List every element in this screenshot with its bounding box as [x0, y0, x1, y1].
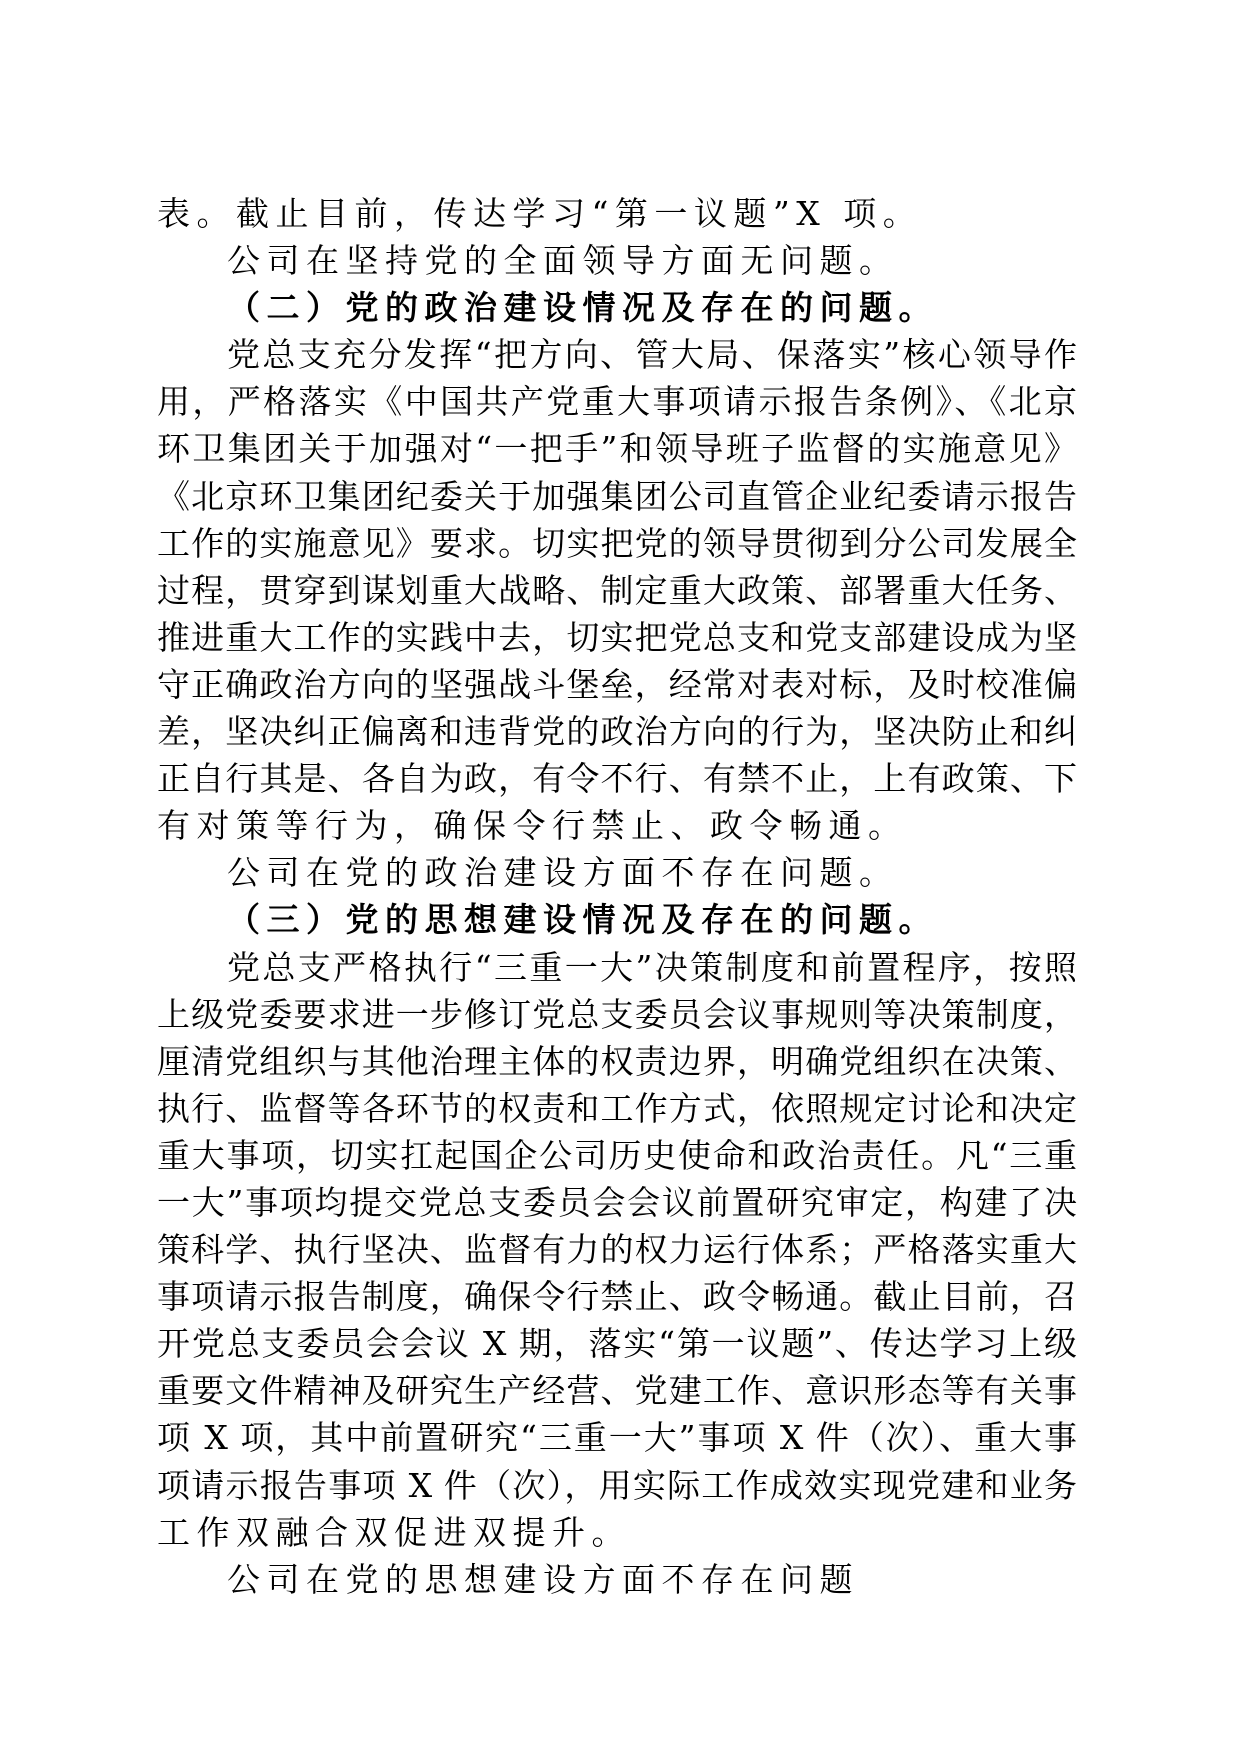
paragraph-line: 事项请示报告制度，确保令行禁止、政令畅通。截止目前，召	[157, 1277, 1077, 1317]
paragraph-line: 项请示报告事项 X 件（次），用实际工作成效实现党建和业务	[157, 1465, 1077, 1505]
paragraph-line: 守正确政治方向的坚强战斗堡垒，经常对表对标，及时校准偏	[157, 664, 1077, 704]
paragraph-line: 一大”事项均提交党总支委员会会议前置研究审定，构建了决	[157, 1182, 1077, 1222]
conclusion-line: 公司在党的思想建设方面不存在问题	[227, 1559, 859, 1599]
paragraph-line: 《北京环卫集团纪委关于加强集团公司直管企业纪委请示报告	[157, 476, 1077, 516]
section-heading: （三）党的思想建设情况及存在的问题。	[227, 900, 938, 940]
paragraph-line: 推进重大工作的实践中去，切实把党总支和党支部建设成为坚	[157, 617, 1077, 657]
paragraph-line: 环卫集团关于加强对“一把手”和领导班子监督的实施意见》	[157, 429, 1077, 469]
paragraph-line: 厘清党组织与其他治理主体的权责边界，明确党组织在决策、	[157, 1041, 1077, 1081]
paragraph-line: 党总支充分发挥“把方向、管大局、保落实”核心领导作	[227, 335, 1077, 375]
section-heading: （二）党的政治建设情况及存在的问题。	[227, 288, 938, 328]
paragraph-line: 策科学、执行坚决、监督有力的权力运行体系；严格落实重大	[157, 1230, 1077, 1270]
paragraph-line: 重要文件精神及研究生产经营、党建工作、意识形态等有关事	[157, 1371, 1077, 1411]
paragraph-line: 开党总支委员会会议 X 期，落实“第一议题”、传达学习上级	[157, 1324, 1077, 1364]
text-line: 表。截止目前，传达学习“第一议题”X 项。	[157, 194, 923, 233]
paragraph-line: 正自行其是、各自为政，有令不行、有禁不止，上有政策、下	[157, 759, 1077, 799]
paragraph-line: 工作双融合双促进双提升。	[157, 1512, 631, 1552]
document-page	[157, 190, 1077, 1603]
conclusion-line: 公司在坚持党的全面领导方面无问题。	[227, 241, 899, 281]
paragraph-line: 党总支严格执行“三重一大”决策制度和前置程序，按照	[227, 947, 1077, 987]
paragraph-line: 工作的实施意见》要求。切实把党的领导贯彻到分公司发展全	[157, 523, 1077, 563]
paragraph-line: 过程，贯穿到谋划重大战略、制定重大政策、部署重大任务、	[157, 570, 1077, 610]
paragraph-line: 用，严格落实《中国共产党重大事项请示报告条例》、《北京	[157, 382, 1077, 422]
conclusion-line: 公司在党的政治建设方面不存在问题。	[227, 853, 899, 893]
paragraph-line: 项 X 项，其中前置研究“三重一大”事项 X 件（次）、重大事	[157, 1418, 1077, 1458]
paragraph-line: 执行、监督等各环节的权责和工作方式，依照规定讨论和决定	[157, 1088, 1077, 1128]
paragraph-line: 有对策等行为，确保令行禁止、政令畅通。	[157, 806, 908, 846]
paragraph-line: 上级党委要求进一步修订党总支委员会议事规则等决策制度，	[157, 994, 1077, 1034]
paragraph-line: 差，坚决纠正偏离和违背党的政治方向的行为，坚决防止和纠	[157, 712, 1077, 752]
paragraph-line: 重大事项，切实扛起国企公司历史使命和政治责任。凡“三重	[157, 1135, 1077, 1175]
